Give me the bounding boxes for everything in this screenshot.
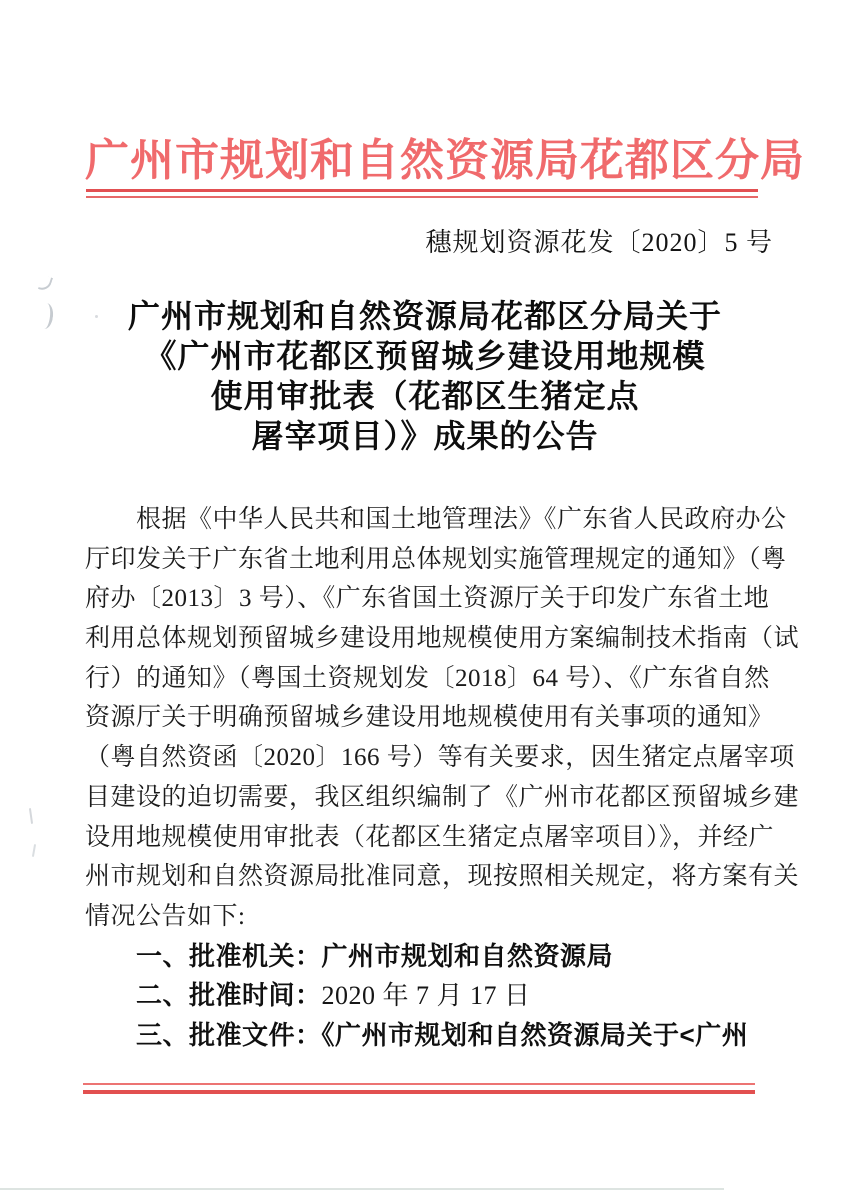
header-rule-bottom	[86, 196, 758, 198]
agency-name: 广州市规划和自然资源局花都区分局	[85, 136, 805, 185]
scan-artifact	[38, 275, 53, 293]
body-line: 资源厅关于明确预留城乡建设用地规模使用有关事项的通知》	[85, 704, 774, 732]
document-title	[0, 296, 850, 456]
item-label: 一、批准机关：	[136, 940, 322, 971]
body-line: 利用总体规划预留城乡建设用地规模使用方案编制技术指南（试	[85, 625, 800, 653]
title-line-2: 《广州市花都区预留城乡建设用地规模	[144, 338, 706, 374]
header-rule	[86, 189, 758, 198]
item-value: 广州市规划和自然资源局	[321, 940, 614, 971]
body-line: 行）的通知》（粤国土资规划发〔2018〕64 号）、《广东省自然	[85, 664, 770, 692]
item-label: 二、批准时间：	[136, 980, 322, 1011]
title-line-3: 使用审批表（花都区生猪定点	[210, 378, 640, 414]
body-line: 州市规划和自然资源局批准同意，现按照相关规定，将方案有关	[85, 863, 800, 891]
scan-artifact	[95, 315, 98, 318]
header-rule-top	[86, 189, 758, 192]
title-line-1: 广州市规划和自然资源局花都区分局关于	[127, 298, 722, 334]
scan-artifact	[29, 808, 33, 824]
body-line: 厅印发关于广东省土地利用总体规划实施管理规定的通知》（粤	[85, 545, 787, 573]
body-line: 设用地规模使用审批表（花都区生猪定点屠宰项目）》，并经广	[85, 823, 775, 851]
page-edge-shadow	[0, 1188, 724, 1190]
doc-number: 穗规划资源花发〔2020〕5 号	[425, 228, 773, 257]
document-body	[85, 500, 800, 1056]
list-item-approval-document	[85, 1016, 795, 1056]
scan-artifact	[32, 844, 36, 857]
footer-rule-thick	[83, 1090, 755, 1094]
footer-rule-thin	[83, 1083, 755, 1085]
body-line: 根据《中华人民共和国土地管理法》《广东省人民政府办公	[136, 506, 787, 533]
item-label: 三、批准文件：	[136, 1019, 322, 1050]
body-line: 目建设的迫切需要，我区组织编制了《广州市花都区预留城乡建	[85, 783, 800, 811]
body-line: （粤自然资函〔2020〕166 号）等有关要求，因生猪定点屠宰项	[85, 744, 795, 772]
body-line: 情况公告如下:	[85, 902, 246, 930]
list-item-approval-authority	[85, 937, 795, 977]
body-line: 府办〔2013〕3 号）、《广东省国土资源厅关于印发广东省土地	[85, 585, 770, 613]
item-value: 《广州市规划和自然资源局关于<广州	[321, 1019, 749, 1050]
item-value: 2020 年 7 月 17 日	[321, 981, 531, 1011]
list-item-approval-date	[85, 976, 795, 1016]
title-line-4: 屠宰项目）》成果的公告	[251, 418, 599, 454]
